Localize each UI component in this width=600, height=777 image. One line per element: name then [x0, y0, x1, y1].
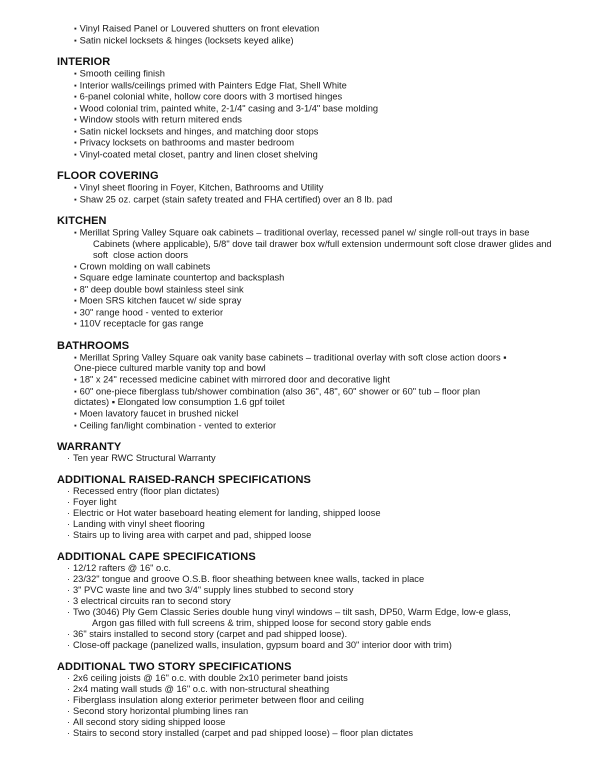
line-text: 8" deep double bowl stainless steel sink: [79, 284, 244, 294]
spec-line: [57, 453, 570, 464]
section-heading: FLOOR COVERING: [57, 170, 159, 182]
line-text: Close-off package (panelized walls, insulation, gypsum board and 30" interior door with trim): [73, 640, 452, 650]
section-heading: ADDITIONAL RAISED-RANCH SPECIFICATIONS: [57, 474, 311, 486]
bullet-icon: ·: [67, 486, 70, 496]
line-text: 12/12 rafters @ 16" o.c.: [73, 563, 172, 573]
line-text: 3 electrical circuits ran to second story: [73, 596, 231, 606]
spec-line: [57, 272, 570, 284]
bullet-icon: ·: [67, 497, 70, 507]
bullet-icon: ·: [67, 574, 70, 584]
line-text: Two (3046) Ply Gem Classic Series double hung vinyl windows – tilt sash, DP50, Warm Edge, low-e glass,: [73, 607, 511, 617]
bullet-icon: ▪: [74, 80, 77, 90]
line-text: Second story horizontal plumbing lines ran: [73, 706, 249, 716]
line-text: 3" PVC waste line and two 3/4" supply lines stubbed to second story: [73, 585, 354, 595]
bullet-icon: ▪: [74, 194, 77, 204]
line-text: Stairs up to living area with carpet and pad, shipped loose: [73, 530, 312, 540]
bullet-icon: ▪: [74, 149, 77, 159]
line-text: Satin nickel locksets & hinges (locksets keyed alike): [79, 35, 294, 45]
section-heading: KITCHEN: [57, 215, 107, 227]
spec-line: [57, 673, 570, 684]
spec-line: [57, 182, 570, 194]
section-warranty: [57, 442, 570, 464]
spec-line: [57, 91, 570, 103]
bullet-icon: ▪: [74, 183, 77, 192]
spec-line: [57, 137, 570, 149]
spec-line: [57, 585, 570, 596]
spec-line: [57, 629, 570, 640]
spec-line: [57, 408, 570, 420]
line-text: Fiberglass insulation along exterior perimeter between floor and ceiling: [73, 695, 364, 705]
spec-line: [57, 227, 570, 239]
spec-line: [57, 397, 570, 408]
bullet-icon: ·: [67, 519, 70, 529]
line-text: Square edge laminate countertop and backsplash: [79, 272, 285, 283]
line-text: Foyer light: [73, 497, 117, 507]
bullet-icon: ▪: [74, 115, 77, 124]
line-text: Vinyl sheet flooring in Foyer, Kitchen, Bathrooms and Utility: [79, 182, 324, 193]
spec-line: [57, 386, 570, 398]
section-untitled: [57, 23, 570, 46]
spec-line: [57, 618, 570, 629]
spec-line: [57, 497, 570, 508]
line-text: Shaw 25 oz. carpet (stain safety treated and FHA certified) over an 8 lb. pad: [79, 194, 393, 204]
bullet-icon: ▪: [74, 35, 77, 45]
line-text: 2x4 mating wall studs @ 16" o.c. with non-structural sheathing: [73, 684, 330, 694]
spec-line: [57, 684, 570, 695]
spec-line: [57, 23, 570, 35]
spec-line: [57, 695, 570, 706]
spec-line: [57, 607, 570, 618]
spec-line: [57, 284, 570, 296]
line-text: 18" x 24" recessed medicine cabinet with mirrored door and decorative light: [79, 374, 391, 385]
section-additional-cape-specifications: [57, 552, 570, 651]
section-additional-raised-ranch-specifications: [57, 475, 570, 541]
spec-line: [57, 318, 570, 330]
line-text: Landing with vinyl sheet flooring: [73, 519, 205, 529]
spec-line: [57, 261, 570, 273]
bullet-icon: ▪: [74, 92, 77, 101]
section-additional-two-story-specifications: [57, 662, 570, 739]
spec-line: [57, 194, 570, 206]
bullet-icon: ▪: [74, 228, 77, 237]
spec-line: [57, 717, 570, 728]
spec-line: [57, 596, 570, 607]
spec-line: [57, 420, 570, 432]
line-text: Vinyl-coated metal closet, pantry and linen closet shelving: [79, 149, 318, 159]
bullet-icon: ▪: [74, 273, 77, 282]
line-text: Satin nickel locksets and hinges, and matching door stops: [79, 126, 319, 136]
bullet-icon: ▪: [74, 296, 77, 305]
bullet-icon: ▪: [74, 126, 77, 136]
line-text: Cabinets (where applicable), 5/8" dove tail drawer box w/full extension undermount soft close drawer glides and: [93, 238, 552, 249]
section-kitchen: [57, 216, 570, 330]
line-text: Ceiling fan/light combination - vented to exterior: [79, 420, 277, 430]
section-heading: ADDITIONAL CAPE SPECIFICATIONS: [57, 551, 256, 563]
bullet-icon: ·: [67, 717, 70, 727]
line-text: dictates) ▪ Elongated low consumption 1.6 gpf toilet: [74, 397, 285, 407]
bullet-icon: ▪: [74, 261, 77, 271]
bullet-icon: ·: [67, 596, 70, 606]
bullet-icon: ·: [67, 640, 70, 650]
section-bathrooms: [57, 341, 570, 432]
line-text: Moen SRS kitchen faucet w/ side spray: [79, 295, 242, 306]
line-text: Electric or Hot water baseboard heating element for landing, shipped loose: [73, 508, 381, 518]
spec-line: [57, 103, 570, 115]
line-text: 6-panel colonial white, hollow core doors with 3 mortised hinges: [79, 91, 343, 102]
bullet-icon: ·: [67, 585, 70, 595]
bullet-icon: ·: [67, 508, 70, 518]
line-text: 30" range hood - vented to exterior: [79, 307, 224, 317]
spec-line: [57, 35, 570, 47]
line-text: Merillat Spring Valley Square oak vanity base cabinets – traditional overlay with soft close action doors ▪: [79, 352, 507, 362]
line-text: Crown molding on wall cabinets: [79, 261, 211, 271]
line-text: Stairs to second story installed (carpet and pad shipped loose) – floor plan dictates: [73, 728, 414, 738]
spec-line: [57, 295, 570, 307]
section-floor-covering: [57, 171, 570, 205]
line-text: Vinyl Raised Panel or Louvered shutters on front elevation: [79, 23, 320, 34]
bullet-icon: ▪: [74, 375, 77, 384]
line-text: Merillat Spring Valley Square oak cabinets – traditional overlay, recessed panel w/ single roll-out trays in base: [79, 227, 530, 238]
bullet-icon: ▪: [74, 69, 77, 78]
line-text: 60" one-piece fiberglass tub/shower combination (also 36", 48", 60" shower or 60" tub – floor plan: [79, 386, 481, 396]
spec-line: [57, 563, 570, 574]
line-text: Ten year RWC Structural Warranty: [73, 453, 216, 463]
line-text: 2x6 ceiling joists @ 16" o.c. with double 2x10 perimeter band joists: [73, 673, 348, 683]
spec-line: [57, 352, 570, 364]
spec-line: [57, 519, 570, 530]
bullet-icon: ·: [67, 695, 70, 705]
line-text: 23/32" tongue and groove O.S.B. floor sheathing between knee walls, tacked in place: [73, 574, 425, 584]
spec-line: [57, 486, 570, 497]
line-text: soft close action doors: [93, 249, 189, 260]
bullet-icon: ▪: [74, 352, 77, 362]
line-text: Window stools with return mitered ends: [79, 114, 242, 125]
spec-line: [57, 374, 570, 386]
bullet-icon: ▪: [74, 420, 77, 430]
line-text: One-piece cultured marble vanity top and bowl: [74, 363, 266, 373]
spec-line: [57, 574, 570, 585]
line-text: Argon gas filled with full screens & trim, shipped loose for second story gable ends: [92, 618, 431, 628]
section-heading: BATHROOMS: [57, 339, 130, 352]
bullet-icon: ·: [67, 453, 70, 463]
section-heading: WARRANTY: [57, 441, 122, 453]
line-text: Moen lavatory faucet in brushed nickel: [79, 408, 239, 419]
spec-line: [57, 640, 570, 651]
bullet-icon: ·: [67, 728, 70, 738]
spec-line: [57, 126, 570, 138]
bullet-icon: ▪: [74, 284, 77, 294]
line-text: Privacy locksets on bathrooms and master bedroom: [79, 137, 295, 148]
spec-line: [57, 728, 570, 739]
section-heading: ADDITIONAL TWO STORY SPECIFICATIONS: [57, 661, 292, 673]
bullet-icon: ▪: [74, 307, 77, 317]
bullet-icon: ▪: [74, 103, 77, 113]
line-text: 36" stairs installed to second story (carpet and pad shipped loose).: [73, 629, 348, 639]
line-text: Smooth ceiling finish: [79, 68, 165, 79]
bullet-icon: ▪: [74, 319, 77, 328]
spec-line: [57, 530, 570, 541]
bullet-icon: ▪: [74, 409, 77, 418]
line-text: Wood colonial trim, painted white, 2-1/4" casing and 3-1/4" base molding: [79, 103, 379, 113]
line-text: Interior walls/ceilings primed with Painters Edge Flat, Shell White: [79, 80, 347, 90]
spec-line: [57, 508, 570, 519]
spec-line: [57, 149, 570, 161]
spec-line: [57, 114, 570, 126]
spec-line: [57, 307, 570, 319]
section-interior: [57, 57, 570, 160]
spec-line: [57, 706, 570, 717]
spec-line: [57, 239, 570, 250]
section-heading: INTERIOR: [57, 56, 111, 68]
line-text: All second story siding shipped loose: [73, 717, 226, 727]
bullet-icon: ·: [67, 563, 70, 573]
bullet-icon: ▪: [74, 138, 77, 147]
bullet-icon: ·: [67, 607, 70, 617]
bullet-icon: ▪: [74, 24, 77, 33]
bullet-icon: ·: [67, 684, 70, 694]
spec-line: [57, 250, 570, 261]
spec-line: [57, 68, 570, 80]
line-text: Recessed entry (floor plan dictates): [73, 486, 220, 496]
bullet-icon: ·: [67, 530, 70, 540]
line-text: 110V receptacle for gas range: [79, 318, 204, 329]
bullet-icon: ·: [67, 629, 70, 639]
bullet-icon: ·: [67, 706, 70, 716]
spec-line: [57, 363, 570, 374]
bullet-icon: ·: [67, 673, 70, 683]
spec-line: [57, 80, 570, 92]
bullet-icon: ▪: [74, 386, 77, 396]
